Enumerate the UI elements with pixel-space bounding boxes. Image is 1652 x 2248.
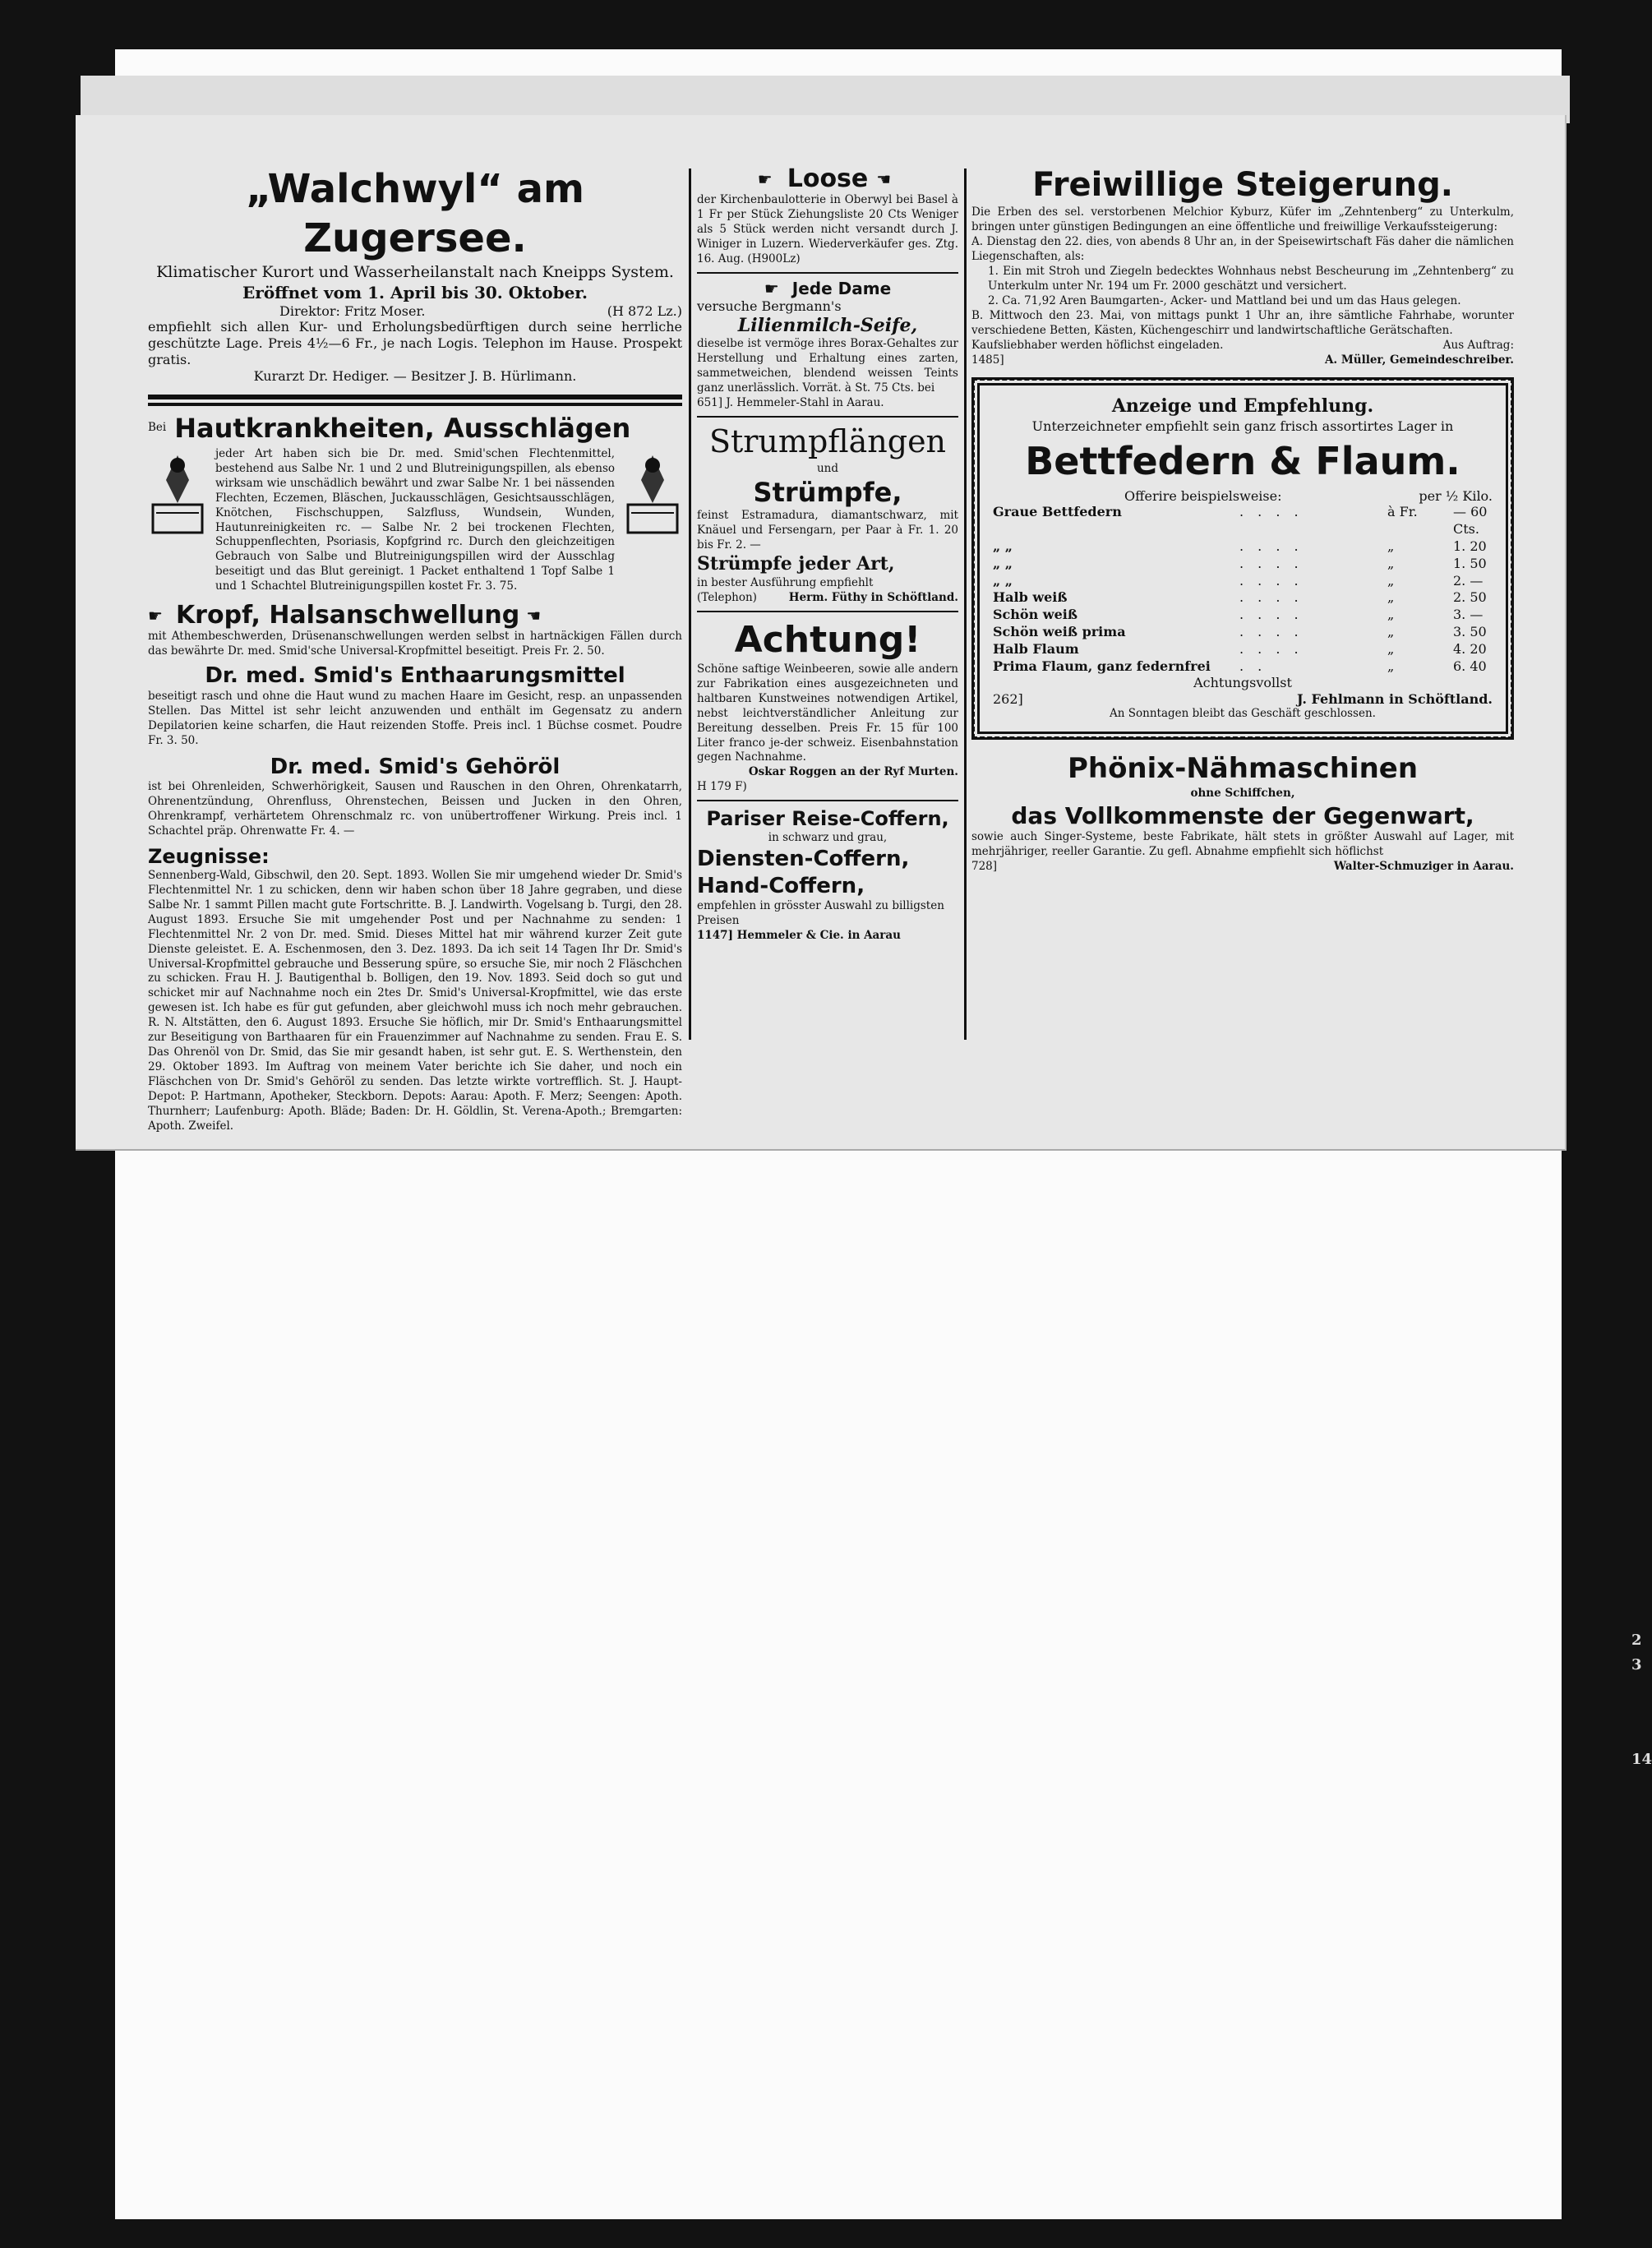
ad-heading: Zeugnisse: [148,844,270,868]
pointing-hand-icon: ☛ [764,278,779,298]
price-pre: „ [1387,658,1395,674]
column-right [971,164,1514,875]
ad-sub: ohne Schiffchen, [1190,786,1295,800]
price-pre: „ [1387,640,1395,657]
price-price: 1. 50 [1453,555,1487,571]
ad-title: Loose [787,164,869,193]
ad-body: dieselbe ist vermöge ihres Borax-Gehaltes zur Herstellung und Erhaltung eines zarten, sammetweichen, blendend weissen Teints ganz unerlässlich. Vorrät. à St. 75 Cts. bei [697,337,958,395]
price-dots: . . . . [1239,589,1304,606]
ad-dates: Eröffnet vom 1. April bis 30. Oktober. [242,282,588,302]
price-dots: . . . . [1239,640,1304,657]
separator-bar [148,403,682,406]
ad-title: Phönix-Nähmaschinen [1067,752,1419,786]
price-name: „ „ [993,555,1013,571]
price-name: Prima Flaum, ganz federnfrei [993,658,1211,674]
ad-title: Strümpfe, [753,477,902,509]
ad-body: mit Athembeschwerden, Drüsenanschwellungen werden selbst in hartnäckigen Fällen durch das bewährte Dr. med. Smid'sche Universal-Kropfmittel beseitigt. Preis Fr. 2. 50. [148,630,682,658]
price-pre: „ [1387,589,1395,606]
ad-title: Jede Dame [791,278,892,298]
ad-body: Die Erben des sel. verstorbenen Melchior Kyburz, Küfer im „Zehntenberg“ zu Unterkulm, bringen unter günstigen Bedingungen an eine öffentliche und freiwillige Verkaufssteigerung: [971,205,1514,233]
ad-walchwyl [148,164,682,385]
edge-note: 2 [1631,1632,1642,1649]
separator-line [697,416,958,418]
ad-line: in bester Ausführung empfiehlt [697,575,874,589]
ad-body: empfehlen in grösster Auswahl zu billigsten Preisen [697,899,944,928]
ad-title: Bettfedern & Flaum. [1025,438,1460,483]
column-rule [689,168,691,1040]
ad-title: Strumpflängen [708,423,947,460]
ad-bettfedern [971,377,1514,740]
price-name: „ „ [993,572,1013,589]
price-dots: . . . . [1239,538,1304,555]
price-table [993,504,1493,675]
pointing-hand-icon: ☚ [876,168,892,189]
ad-body: sowie auch Singer-Systeme, beste Fabrikate, hält stets in größter Auswahl auf Lager, mit mehrjähriger, reeller Garantie. Zu gefl. Abnahme empfiehlt sich höflichst [971,829,1514,858]
price-pre: „ [1387,572,1395,589]
price-row [993,641,1493,658]
ad-auftrag: Aus Auftrag: [1442,338,1514,352]
pointing-hand-icon: ☛ [148,605,163,625]
price-name: „ „ [993,538,1013,555]
ad-heading: Kropf, Halsanschwellung [175,601,520,630]
ad-title: Freiwillige Steigerung. [1032,166,1453,204]
ad-body: der Kirchenbaulotterie in Oberwyl bei Basel à 1 Fr per Stück Ziehungsliste 20 Cts Weniger als 5 Stück werden nicht versandt durch J. Winiger in Luzern. Wiederverkäufer ges. Ztg. 16. Aug. (H900Lz) [697,193,958,265]
ad-head: Anzeige und Empfehlung. [1111,395,1374,418]
ad-body: B. Mittwoch den 23. Mai, von mittags punkt 1 Uhr an, ihre sämtliche Fahrhabe, worunter verschiedene Betten, Kästen, Küchengeschirr und landwirtschaftliche Gerätschaften. [971,308,1514,337]
price-row [993,573,1493,590]
ad-smid [148,413,682,1134]
ad-line: Pariser Reise-Coffern, [706,807,949,831]
ad-body: Sennenberg-Wald, Gibschwil, den 20. Sept. 1893. Wollen Sie mir umgehend wieder Dr. Smid's Flechtenmittel Nr. 1 zu schicken, denn wir haben schon über 18 Jahre gegraben, und diese Salbe Nr. 1 sammt Pillen macht gute Fortschritte. B. J. Landwirth. Vogelsang b. Turgi, den 28. August 1893. Ersuche Sie mit umgehender Post und per Nachnahme zu senden: 1 Flechtenmittel Nr. 2 von Dr. med. Smid. Dieses Mittel hat mir während kurzer Zeit gute Dienste geleistet. E. A. Eschenmosen, den 3. Dez. 1893. Da ich seit 14 Tagen Ihr Dr. Smid's Universal-Kropfmittel gebrauche und Besserung spüre, so ersuche Sie, mir noch 2 Fläschchen zu schicken. Frau H. J. Bautigenthal b. Bolligen, den 19. Nov. 1893. Seid doch so gut und schicket mir auf Nachnahme noch ein 2tes Dr. Smid's Universal-Kropfmittel, wie das erste gewesen ist. Ich habe es für gut gefunden, aber gleichwohl muss ich noch mehr gebrauchen. R. N. Altstätten, den 6. August 1893. Ersuche Sie höflich, mir Dr. Smid's Enthaarungsmittel zur Beseitigung von Barthaaren für ein Frauenzimmer auf Nachnahme zu senden. Frau E. S. Das Ohrenöl von Dr. Smid, das Sie mir gesandt haben, ist sehr gut. E. S. Werthenstein, den 29. Oktober 1893. Im Auftrag von meinem Vater berichte ich Sie daher, und noch ein Fläschchen von Dr. Smid's Gehöröl zu senden. Das letzte wirkte vortrefflich. St. J. Haupt-Depot: P. Hartmann, Apotheker, Steckborn. Depots: Aarau: Apoth. F. Merz; Seengen: Apoth. Thurnherr; Laufenburg: Apoth. Bläde; Baden: Dr. H. Göldlin, St. Verena-Apoth.; Bremgarten: Apoth. Zweifel. [148,868,682,1133]
price-pre: „ [1387,607,1395,623]
ad-title: Achtung! [734,618,921,661]
ad-greeting: Achtungsvollst [1193,675,1292,691]
ad-ref: (H 872 Lz.) [607,302,682,319]
ad-footer: 651] J. Hemmeler-Stahl in Aarau. [697,396,884,410]
ad-line: Diensten-Coffern, [697,847,910,872]
ad-dame [697,279,958,411]
ad-body: Schöne saftige Weinbeeren, sowie alle andern zur Fabrikation eines ausgezeichneten und haltbaren Kunstweines notwendigen Artikel, nebst leichtverständlicher Anleitung zur Bereitung desselben. Preis Fr. 15 für 100 Liter franco je-der schweiz. Eisenbahnstation gegen Nachnahme. [697,662,958,764]
edge-note: 3 [1631,1656,1642,1673]
ad-body: feinst Estramadura, diamantschwarz, mit Knäuel und Fersengarn, per Paar à Fr. 1. 20 bis Fr. 2. — [697,509,958,552]
ad-signature: A. Müller, Gemeindeschreiber. [1324,353,1514,367]
ad-footer: 1147] Hemmeler & Cie. in Aarau [697,929,901,943]
ad-heading: Dr. med. Smid's Enthaarungsmittel [205,663,625,689]
price-pre: à Fr. [1387,504,1418,520]
ad-loose [697,164,958,267]
price-price: 4. 20 [1453,640,1487,657]
ad-ref: 1485] [971,353,1004,367]
ad-body: Kaufsliebhaber werden höflichst eingeladen. [971,338,1224,352]
ad-note: An Sonntagen bleibt das Geschäft geschlossen. [1110,707,1376,721]
pointing-hand-icon: ☚ [526,605,542,625]
column-left [148,164,682,1134]
ad-intro: Unterzeichneter empfiehlt sein ganz frisch assortirtes Lager in [1031,418,1454,434]
price-row [993,624,1493,641]
price-name: Schön weiß prima [993,624,1126,640]
price-price: 1. 20 [1453,538,1487,555]
ad-struempfe [697,422,958,606]
ad-pre: Bei [148,420,167,434]
apothecary-emblem-icon [623,447,682,538]
price-row [993,658,1493,676]
price-dots: . . . . [1239,555,1304,571]
price-row [993,538,1493,556]
ad-coffern [697,806,958,944]
ad-tagline: das Vollkommenste der Gegenwart, [1011,801,1474,829]
price-row [993,556,1493,573]
ad-body: ist bei Ohrenleiden, Schwerhörigkeit, Sausen und Rauschen in den Ohren, Ohrenkatarrh, Ohrenentzündung, Ohrenfluss, Ohrenstechen, Beissen und Jucken in den Ohren, Ohrenkrampf, verhärtetem Ohrenschmalz rc. von unübertroffener Wirkung. Preis incl. 1 Schachtel präp. Ohrenwatte Fr. 4. — [148,780,682,838]
ad-tel: (Telephon) [697,590,757,604]
ad-und: und [816,461,839,475]
ad-signature: J. Fehlmann in Schöftland. [1297,691,1493,708]
ad-line: in schwarz und grau, [768,831,888,845]
ad-line: Hand-Coffern, [697,873,865,898]
separator-line [697,272,958,274]
price-pre: „ [1387,555,1395,571]
ad-signature: Walter-Schmuziger in Aarau. [1333,859,1514,873]
ad-product: Lilienmilch-Seife, [737,314,918,336]
ad-director: Direktor: Fritz Moser. [279,302,426,319]
ad-ref: 728] [971,859,998,873]
ad-ref: H 179 F) [697,780,747,794]
ad-line: Strümpfe jeder Art, [697,553,895,575]
ad-lead: versuche Bergmann's [697,298,842,314]
price-dots: . . [1239,658,1267,674]
ad-footer: Kurarzt Dr. Hediger. — Besitzer J. B. Hürlimann. [253,367,577,384]
price-name: Schön weiß [993,607,1077,623]
price-row [993,504,1493,538]
price-name: Graue Bettfedern [993,504,1122,520]
price-name: Halb Flaum [993,640,1079,657]
ad-phoenix [971,751,1514,874]
price-row [993,589,1493,607]
column-middle [697,164,958,944]
price-price: 3. — [1453,607,1484,623]
edge-note: 14 [1631,1751,1652,1768]
separator-line [697,800,958,801]
ad-footer: Herm. Füthy in Schöftland. [788,590,958,604]
ad-body: 1. Ein mit Stroh und Ziegeln bedecktes Wohnhaus nebst Bescheurung im „Zehntenberg“ zu Unterkulm unter Nr. 194 um Fr. 2000 geschätzt und versichert. [988,264,1514,293]
ad-title: Hautkrankheiten, Ausschlägen [174,412,631,444]
ad-body: empfiehlt sich allen Kur- und Erholungsbedürftigen durch seine herrliche geschützte Lage. Preis 4½—6 Fr., je nach Logis. Telephon im Hause. Prospekt gratis. [148,318,682,367]
pointing-hand-icon: ☛ [757,168,773,189]
price-price: — 60 Cts. [1453,504,1488,538]
ad-achtung [697,617,958,796]
ad-unit: per ½ Kilo. [1419,488,1493,505]
ad-body: beseitigt rasch und ohne die Haut wund zu machen Haare im Gesicht, resp. an unpassenden Stellen. Das Mittel ist sehr leicht anzuwenden und enthält im Gegensatz zu andern Depilatorien keine scharfen, die Haut reizenden Stoffe. Preis incl. 1 Büchse cosmet. Poudre Fr. 3. 50. [148,689,682,747]
ad-title: „Walchwyl“ am Zugersee. [246,166,584,261]
ad-ref: 262] [993,691,1023,708]
separator-bar [148,395,682,399]
price-price: 2. — [1453,572,1484,589]
price-dots: . . . . [1239,607,1304,623]
price-name: Halb weiß [993,589,1068,606]
ad-heading: Dr. med. Smid's Gehöröl [270,754,561,779]
column-rule [964,168,967,1040]
price-dots: . . . . [1239,572,1304,589]
price-price: 2. 50 [1453,589,1487,606]
separator-line [697,611,958,612]
price-dots: . . . . [1239,504,1304,520]
price-dots: . . . . [1239,624,1304,640]
ad-body: jeder Art haben sich bie Dr. med. Smid'schen Flechtenmittel, bestehend aus Salbe Nr. 1 und 2 und Blutreinigungspillen, als ebenso wirksam wie unschädlich bewährt und zwar Salbe Nr. 1 bei nässenden Flechten, Eczemen, Bläschen, Juckausschlägen, Gesichtsausschlägen, Knötchen, Fischschuppen, Salzfluss, Wundsein, Wunden, Hautunreinigkeiten rc. — Salbe Nr. 2 bei trockenen Flechten, Schuppenflechten, Psoriasis, Kopfgrind rc. Durch den gleichzeitigen Gebrauch von Salbe und Blutreinigungspillen wird der Ausschlag beseitigt und das Blut gereinigt. 1 Packet enthaltend 1 Topf Salbe 1 und 1 Schachtel Blutreinigungspillen kostet Fr. 3. 75. [215,446,615,593]
ad-steigerung [971,164,1514,367]
price-pre: „ [1387,624,1395,640]
ad-signature: Oskar Roggen an der Ryf Murten. [748,765,958,779]
ad-subtitle: Klimatischer Kurort und Wasserheilanstalt nach Kneipps System. [156,263,674,281]
ad-body: 2. Ca. 71,92 Aren Baumgarten-, Acker- und Mattland bei und um das Haus gelegen. [988,293,1461,307]
price-row [993,607,1493,624]
price-pre: „ [1387,538,1395,555]
ad-offer: Offerire beispielsweise: [1124,488,1282,505]
price-price: 3. 50 [1453,624,1487,640]
price-price: 6. 40 [1453,658,1487,674]
ad-body: A. Dienstag den 22. dies, von abends 8 Uhr an, in der Speisewirtschaft Fäs daher die nämlichen Liegenschaften, als: [971,234,1514,263]
apothecary-emblem-icon [148,447,207,538]
